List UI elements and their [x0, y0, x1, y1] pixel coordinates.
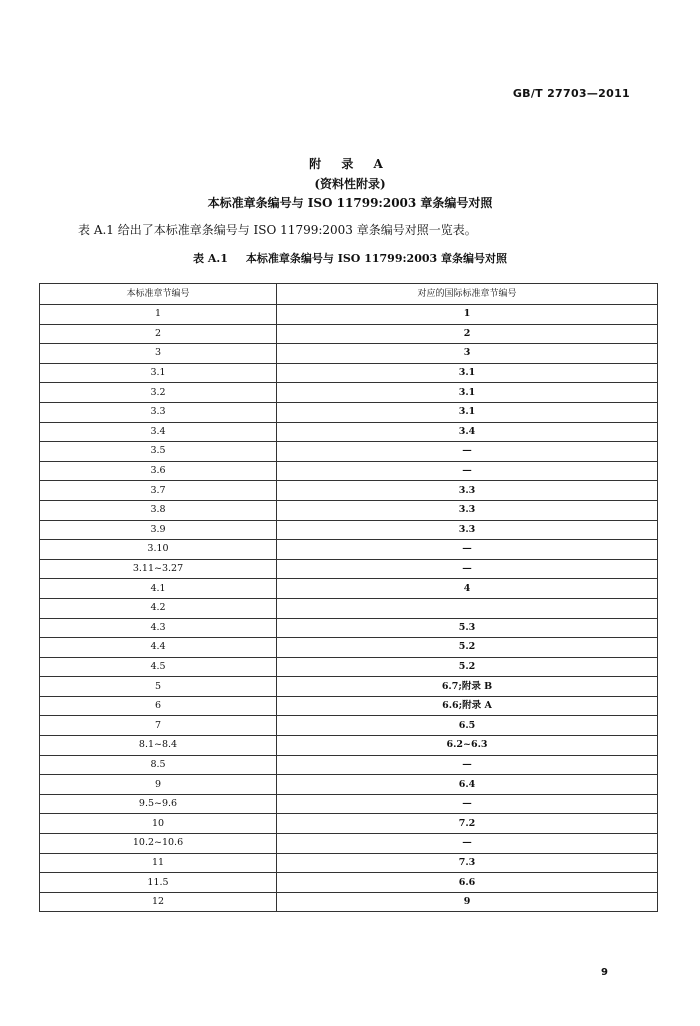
this-standard-clause: 6 [40, 696, 277, 716]
table-row [40, 579, 658, 599]
table-row [40, 657, 658, 677]
international-standard-clause: — [277, 755, 658, 775]
table-row [40, 324, 658, 344]
this-standard-clause: 5 [40, 677, 277, 697]
page-number: 9 [601, 967, 608, 978]
international-standard-clause: 3.3 [277, 481, 658, 501]
table-row [40, 500, 658, 520]
annex-type: (资料性附录) [314, 177, 386, 191]
table-row [40, 716, 658, 736]
table-row [40, 422, 658, 442]
international-standard-clause: — [277, 442, 658, 462]
international-standard-clause: 6.6 [277, 873, 658, 893]
this-standard-clause: 8.5 [40, 755, 277, 775]
this-standard-clause: 4.5 [40, 657, 277, 677]
this-standard-clause: 3.4 [40, 422, 277, 442]
international-standard-clause: 6.4 [277, 775, 658, 795]
this-standard-clause: 3.11~3.27 [40, 559, 277, 579]
international-standard-clause: 6.6;附录 A [277, 696, 658, 716]
table-row [40, 677, 658, 697]
table-row [40, 892, 658, 912]
international-standard-clause: 1 [277, 305, 658, 325]
international-standard-clause: 6.2~6.3 [277, 736, 658, 756]
table-row [40, 834, 658, 854]
table-row [40, 794, 658, 814]
this-standard-clause: 3 [40, 344, 277, 364]
this-standard-clause: 4.4 [40, 638, 277, 658]
header-this-standard: 本标准章节编号 [40, 284, 277, 305]
table-row [40, 736, 658, 756]
international-standard-clause: 3.1 [277, 383, 658, 403]
international-standard-clause: 4 [277, 579, 658, 599]
this-standard-clause: 3.2 [40, 383, 277, 403]
table-row [40, 461, 658, 481]
table-caption-number: 表 A.1 [193, 252, 228, 265]
this-standard-clause: 3.7 [40, 481, 277, 501]
international-standard-clause: 3 [277, 344, 658, 364]
international-standard-clause: 3.1 [277, 402, 658, 422]
this-standard-clause: 9.5~9.6 [40, 794, 277, 814]
table-row [40, 442, 658, 462]
international-standard-clause: 3.4 [277, 422, 658, 442]
this-standard-clause: 3.3 [40, 402, 277, 422]
this-standard-clause: 12 [40, 892, 277, 912]
international-standard-clause: 3.3 [277, 500, 658, 520]
international-standard-clause: 3.1 [277, 363, 658, 383]
international-standard-clause: 6.5 [277, 716, 658, 736]
correspondence-table [39, 283, 658, 912]
table-row [40, 775, 658, 795]
table-row [40, 363, 658, 383]
table-header-row [40, 284, 658, 305]
this-standard-clause: 3.6 [40, 461, 277, 481]
international-standard-clause: 7.2 [277, 814, 658, 834]
this-standard-clause: 11.5 [40, 873, 277, 893]
international-standard-clause: 5.2 [277, 638, 658, 658]
table-row [40, 598, 658, 618]
international-standard-clause: — [277, 461, 658, 481]
this-standard-clause: 1 [40, 305, 277, 325]
international-standard-clause: 6.7;附录 B [277, 677, 658, 697]
annex-subtitle: 本标准章条编号与 ISO 11799:2003 章条编号对照 [207, 196, 493, 210]
international-standard-clause: — [277, 834, 658, 854]
international-standard-clause: — [277, 559, 658, 579]
this-standard-clause: 3.9 [40, 520, 277, 540]
this-standard-clause: 9 [40, 775, 277, 795]
this-standard-clause: 2 [40, 324, 277, 344]
table-row [40, 696, 658, 716]
table-row [40, 755, 658, 775]
this-standard-clause: 10 [40, 814, 277, 834]
this-standard-clause: 4.1 [40, 579, 277, 599]
international-standard-clause: — [277, 540, 658, 560]
international-standard-clause: 9 [277, 892, 658, 912]
this-standard-clause: 3.5 [40, 442, 277, 462]
this-standard-clause: 3.1 [40, 363, 277, 383]
table-row [40, 344, 658, 364]
this-standard-clause: 7 [40, 716, 277, 736]
this-standard-clause: 8.1~8.4 [40, 736, 277, 756]
table-row [40, 559, 658, 579]
international-standard-clause: 5.2 [277, 657, 658, 677]
this-standard-clause: 11 [40, 853, 277, 873]
table-body [40, 305, 658, 912]
table-caption-text: 本标准章条编号与 ISO 11799:2003 章条编号对照 [245, 252, 507, 265]
international-standard-clause: 7.3 [277, 853, 658, 873]
this-standard-clause: 4.2 [40, 598, 277, 618]
this-standard-clause: 3.10 [40, 540, 277, 560]
header-international-standard: 对应的国际标准章节编号 [277, 284, 658, 305]
international-standard-clause: 5.3 [277, 618, 658, 638]
this-standard-clause: 4.3 [40, 618, 277, 638]
annex-title: 附 录 A [309, 157, 391, 171]
table-row [40, 481, 658, 501]
table-row [40, 638, 658, 658]
this-standard-clause: 10.2~10.6 [40, 834, 277, 854]
table-row [40, 520, 658, 540]
standard-code: GB/T 27703—2011 [512, 87, 630, 100]
table-row [40, 540, 658, 560]
this-standard-clause: 3.8 [40, 500, 277, 520]
international-standard-clause: 2 [277, 324, 658, 344]
table-caption [0, 250, 700, 266]
table-row [40, 853, 658, 873]
table-row [40, 873, 658, 893]
international-standard-clause: 3.3 [277, 520, 658, 540]
table-row [40, 383, 658, 403]
table-row [40, 305, 658, 325]
table-row [40, 618, 658, 638]
table-row [40, 814, 658, 834]
intro-paragraph: 表 A.1 给出了本标准章条编号与 ISO 11799:2003 章条编号对照一览表。 [78, 223, 477, 237]
international-standard-clause: — [277, 794, 658, 814]
table-row [40, 402, 658, 422]
international-standard-clause [277, 598, 658, 618]
